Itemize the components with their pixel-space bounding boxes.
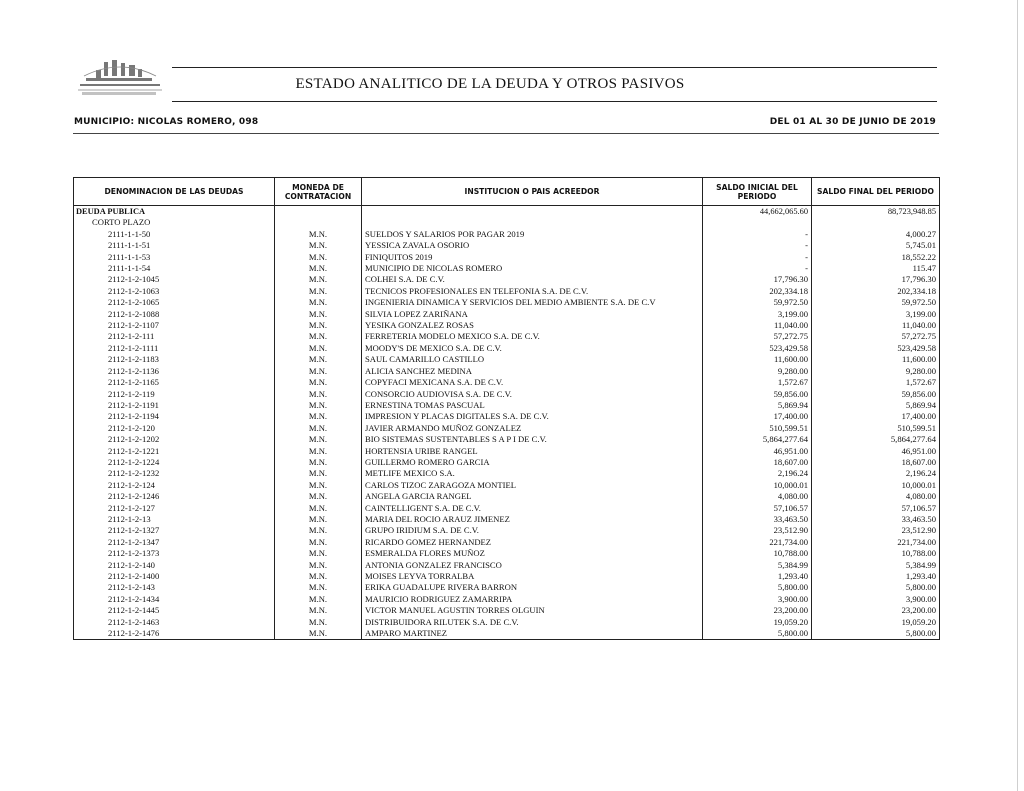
row-code: 2112-1-2-140 <box>74 560 275 571</box>
row-moneda: M.N. <box>275 309 362 320</box>
table-row <box>74 263 940 274</box>
row-saldo-inicial: 57,272.75 <box>703 331 812 342</box>
row-code: 2112-1-2-1183 <box>74 354 275 365</box>
row-institucion: MOODY'S DE MEXICO S.A. DE C.V. <box>362 343 703 354</box>
row-saldo-final: 5,745.01 <box>812 240 940 251</box>
row-institucion: RICARDO GOMEZ HERNANDEZ <box>362 537 703 548</box>
municipio-label: MUNICIPIO: NICOLAS ROMERO, 098 <box>74 117 259 127</box>
row-code: 2112-1-2-124 <box>74 480 275 491</box>
table-row <box>74 491 940 502</box>
row-code: 2112-1-2-1246 <box>74 491 275 502</box>
row-saldo-inicial: 57,106.57 <box>703 503 812 514</box>
table-row <box>74 446 940 457</box>
row-saldo-final: 4,080.00 <box>812 491 940 502</box>
row-moneda: M.N. <box>275 605 362 616</box>
row-code: 2112-1-2-1232 <box>74 468 275 479</box>
row-code: 2111-1-1-50 <box>74 229 275 240</box>
row-institucion: MUNICIPIO DE NICOLAS ROMERO <box>362 263 703 274</box>
row-code: 2112-1-2-1445 <box>74 605 275 616</box>
row-moneda: M.N. <box>275 252 362 263</box>
row-code: 2112-1-2-1045 <box>74 274 275 285</box>
row-institucion: DISTRIBUIDORA RILUTEK S.A. DE C.V. <box>362 617 703 628</box>
scan-edge <box>1017 0 1018 791</box>
table-row <box>74 389 940 400</box>
row-saldo-inicial: 5,864,277.64 <box>703 434 812 445</box>
row-moneda: M.N. <box>275 389 362 400</box>
row-saldo-final: 59,972.50 <box>812 297 940 308</box>
row-code: 2112-1-2-1476 <box>74 628 275 640</box>
table-row <box>74 480 940 491</box>
row-code: 2112-1-2-1347 <box>74 537 275 548</box>
table-row <box>74 514 940 525</box>
header-rule-bottom <box>172 101 937 102</box>
row-saldo-inicial: 9,280.00 <box>703 366 812 377</box>
row-institucion: SILVIA LOPEZ ZARIÑANA <box>362 309 703 320</box>
row-moneda: M.N. <box>275 560 362 571</box>
row-saldo-final: 3,900.00 <box>812 594 940 605</box>
row-institucion: YESIKA GONZALEZ ROSAS <box>362 320 703 331</box>
row-institucion: YESSICA ZAVALA OSORIO <box>362 240 703 251</box>
row-moneda: M.N. <box>275 514 362 525</box>
row-saldo-inicial: 59,856.00 <box>703 389 812 400</box>
row-saldo-final: 17,400.00 <box>812 411 940 422</box>
row-code: 2112-1-2-1221 <box>74 446 275 457</box>
row-saldo-inicial: 5,800.00 <box>703 582 812 593</box>
row-moneda: M.N. <box>275 525 362 536</box>
corto-plazo-label: CORTO PLAZO <box>74 217 275 228</box>
table-row <box>74 617 940 628</box>
row-saldo-final: 1,572.67 <box>812 377 940 388</box>
row-institucion: METLIFE MEXICO S.A. <box>362 468 703 479</box>
row-saldo-final: 10,000.01 <box>812 480 940 491</box>
row-institucion: COLHEI S.A. DE C.V. <box>362 274 703 285</box>
table-row <box>74 229 940 240</box>
header-institucion: INSTITUCION O PAIS ACREEDOR <box>362 178 703 206</box>
row-saldo-inicial: 17,400.00 <box>703 411 812 422</box>
row-moneda: M.N. <box>275 503 362 514</box>
table-row <box>74 297 940 308</box>
row-saldo-final: 510,599.51 <box>812 423 940 434</box>
row-institucion: MARIA DEL ROCIO ARAUZ JIMENEZ <box>362 514 703 525</box>
row-moneda: M.N. <box>275 297 362 308</box>
header-saldo-inicial: SALDO INICIAL DEL PERIODO <box>703 178 812 206</box>
row-saldo-inicial: 523,429.58 <box>703 343 812 354</box>
row-saldo-inicial: 11,040.00 <box>703 320 812 331</box>
row-moneda: M.N. <box>275 343 362 354</box>
table-row <box>74 400 940 411</box>
table-row <box>74 605 940 616</box>
row-saldo-inicial: 5,800.00 <box>703 628 812 640</box>
row-moneda: M.N. <box>275 354 362 365</box>
row-saldo-inicial: 11,600.00 <box>703 354 812 365</box>
row-code: 2111-1-1-51 <box>74 240 275 251</box>
row-moneda: M.N. <box>275 617 362 628</box>
row-saldo-final: 5,384.99 <box>812 560 940 571</box>
row-code: 2112-1-2-1373 <box>74 548 275 559</box>
row-moneda: M.N. <box>275 286 362 297</box>
table-row <box>74 252 940 263</box>
row-moneda: M.N. <box>275 434 362 445</box>
row-saldo-inicial: 510,599.51 <box>703 423 812 434</box>
table-row <box>74 320 940 331</box>
row-saldo-final: 11,600.00 <box>812 354 940 365</box>
row-saldo-inicial: 4,080.00 <box>703 491 812 502</box>
page-title: ESTADO ANALITICO DE LA DEUDA Y OTROS PASIVOS <box>295 76 685 92</box>
row-saldo-inicial: 1,572.67 <box>703 377 812 388</box>
row-saldo-inicial: 1,293.40 <box>703 571 812 582</box>
row-code: 2112-1-2-1107 <box>74 320 275 331</box>
header-denominacion: DENOMINACION DE LAS DEUDAS <box>74 178 275 206</box>
row-institucion: AMPARO MARTINEZ <box>362 628 703 640</box>
row-moneda: M.N. <box>275 468 362 479</box>
row-saldo-inicial: 5,384.99 <box>703 560 812 571</box>
municipal-seal-logo <box>74 60 166 100</box>
header-rule-top <box>172 67 937 68</box>
table-row <box>74 286 940 297</box>
row-saldo-final: 1,293.40 <box>812 571 940 582</box>
row-saldo-inicial: 17,796.30 <box>703 274 812 285</box>
row-moneda: M.N. <box>275 366 362 377</box>
row-saldo-inicial: 23,200.00 <box>703 605 812 616</box>
row-code: 2112-1-2-1224 <box>74 457 275 468</box>
row-institucion: MAURICIO RODRIGUEZ ZAMARRIPA <box>362 594 703 605</box>
table-row <box>74 594 940 605</box>
row-moneda: M.N. <box>275 229 362 240</box>
table-row <box>74 434 940 445</box>
row-moneda: M.N. <box>275 491 362 502</box>
row-saldo-inicial: 10,788.00 <box>703 548 812 559</box>
row-code: 2111-1-1-53 <box>74 252 275 263</box>
row-moneda: M.N. <box>275 571 362 582</box>
row-code: 2112-1-2-1088 <box>74 309 275 320</box>
row-saldo-final: 2,196.24 <box>812 468 940 479</box>
row-moneda: M.N. <box>275 423 362 434</box>
row-institucion: FINIQUITOS 2019 <box>362 252 703 263</box>
row-moneda: M.N. <box>275 263 362 274</box>
row-saldo-final: 5,800.00 <box>812 582 940 593</box>
row-saldo-final: 11,040.00 <box>812 320 940 331</box>
table-row <box>74 628 940 640</box>
table-row <box>74 240 940 251</box>
table-row <box>74 548 940 559</box>
row-institucion: ERIKA GUADALUPE RIVERA BARRON <box>362 582 703 593</box>
row-moneda: M.N. <box>275 628 362 640</box>
row-saldo-final: 57,272.75 <box>812 331 940 342</box>
row-institucion: TECNICOS PROFESIONALES EN TELEFONIA S.A. DE C.V. <box>362 286 703 297</box>
row-institucion: ERNESTINA TOMAS PASCUAL <box>362 400 703 411</box>
table-row <box>74 411 940 422</box>
row-saldo-inicial: 221,734.00 <box>703 537 812 548</box>
row-institucion: ALICIA SANCHEZ MEDINA <box>362 366 703 377</box>
table-row <box>74 354 940 365</box>
row-institucion: BIO SISTEMAS SUSTENTABLES S A P I DE C.V. <box>362 434 703 445</box>
row-moneda: M.N. <box>275 400 362 411</box>
table-row <box>74 343 940 354</box>
row-institucion: CAINTELLIGENT S.A. DE C.V. <box>362 503 703 514</box>
row-code: 2112-1-2-1136 <box>74 366 275 377</box>
table-row <box>74 331 940 342</box>
row-moneda: M.N. <box>275 240 362 251</box>
row-code: 2112-1-2-1111 <box>74 343 275 354</box>
row-code: 2112-1-2-1194 <box>74 411 275 422</box>
row-saldo-inicial: - <box>703 263 812 274</box>
row-code: 2112-1-2-120 <box>74 423 275 434</box>
row-saldo-inicial: 3,900.00 <box>703 594 812 605</box>
row-institucion: ESMERALDA FLORES MUÑOZ <box>362 548 703 559</box>
row-moneda: M.N. <box>275 457 362 468</box>
corto-plazo-row <box>74 217 940 228</box>
table-row <box>74 377 940 388</box>
row-saldo-final: 18,552.22 <box>812 252 940 263</box>
row-institucion: ANGELA GARCIA RANGEL <box>362 491 703 502</box>
row-institucion: FERRETERIA MODELO MEXICO S.A. DE C.V. <box>362 331 703 342</box>
row-saldo-final: 5,800.00 <box>812 628 940 640</box>
row-saldo-inicial: 3,199.00 <box>703 309 812 320</box>
row-saldo-final: 9,280.00 <box>812 366 940 377</box>
row-code: 2112-1-2-1191 <box>74 400 275 411</box>
row-moneda: M.N. <box>275 411 362 422</box>
row-saldo-final: 46,951.00 <box>812 446 940 457</box>
table-row <box>74 582 940 593</box>
row-institucion: CONSORCIO AUDIOVISA S.A. DE C.V. <box>362 389 703 400</box>
row-institucion: MOISES LEYVA TORRALBA <box>362 571 703 582</box>
row-saldo-inicial: 2,196.24 <box>703 468 812 479</box>
row-saldo-final: 23,200.00 <box>812 605 940 616</box>
row-institucion: ANTONIA GONZALEZ FRANCISCO <box>362 560 703 571</box>
row-saldo-inicial: 202,334.18 <box>703 286 812 297</box>
deuda-publica-saldo-inicial: 44,662,065.60 <box>703 206 812 218</box>
row-moneda: M.N. <box>275 320 362 331</box>
header-saldo-final: SALDO FINAL DEL PERIODO <box>812 178 940 206</box>
row-saldo-final: 18,607.00 <box>812 457 940 468</box>
row-saldo-inicial: 5,869.94 <box>703 400 812 411</box>
row-saldo-inicial: 59,972.50 <box>703 297 812 308</box>
row-code: 2112-1-2-13 <box>74 514 275 525</box>
table-row <box>74 503 940 514</box>
row-institucion: CARLOS TIZOC ZARAGOZA MONTIEL <box>362 480 703 491</box>
row-institucion: COPYFACI MEXICANA S.A. DE C.V. <box>362 377 703 388</box>
row-moneda: M.N. <box>275 331 362 342</box>
row-saldo-inicial: - <box>703 229 812 240</box>
row-saldo-final: 5,864,277.64 <box>812 434 940 445</box>
row-code: 2112-1-2-1434 <box>74 594 275 605</box>
table-row <box>74 571 940 582</box>
row-code: 2112-1-2-1065 <box>74 297 275 308</box>
table-row <box>74 309 940 320</box>
row-institucion: INGENIERIA DINAMICA Y SERVICIOS DEL MEDIO AMBIENTE S.A. DE C.V <box>362 297 703 308</box>
row-saldo-inicial: 46,951.00 <box>703 446 812 457</box>
row-code: 2112-1-2-1063 <box>74 286 275 297</box>
row-institucion: SAUL CAMARILLO CASTILLO <box>362 354 703 365</box>
row-institucion: VICTOR MANUEL AGUSTIN TORRES OLGUIN <box>362 605 703 616</box>
row-institucion: HORTENSIA URIBE RANGEL <box>362 446 703 457</box>
row-code: 2112-1-2-1400 <box>74 571 275 582</box>
row-saldo-final: 10,788.00 <box>812 548 940 559</box>
row-saldo-inicial: 19,059.20 <box>703 617 812 628</box>
deuda-publica-row <box>74 206 940 218</box>
header-moneda: MONEDA DE CONTRATACION <box>275 178 362 206</box>
row-moneda: M.N. <box>275 548 362 559</box>
deuda-publica-saldo-final: 88,723,948.85 <box>812 206 940 218</box>
table-row <box>74 525 940 536</box>
row-code: 2112-1-2-1463 <box>74 617 275 628</box>
debt-table <box>73 177 940 640</box>
meta-underline <box>73 133 939 134</box>
row-institucion: JAVIER ARMANDO MUÑOZ GONZALEZ <box>362 423 703 434</box>
row-code: 2112-1-2-1165 <box>74 377 275 388</box>
row-moneda: M.N. <box>275 480 362 491</box>
row-saldo-inicial: - <box>703 240 812 251</box>
row-institucion: GRUPO IRIDIUM S.A. DE C.V. <box>362 525 703 536</box>
row-moneda: M.N. <box>275 537 362 548</box>
row-code: 2111-1-1-54 <box>74 263 275 274</box>
table-row <box>74 274 940 285</box>
row-code: 2112-1-2-143 <box>74 582 275 593</box>
row-institucion: SUELDOS Y SALARIOS POR PAGAR 2019 <box>362 229 703 240</box>
row-saldo-inicial: 23,512.90 <box>703 525 812 536</box>
row-saldo-final: 202,334.18 <box>812 286 940 297</box>
row-moneda: M.N. <box>275 377 362 388</box>
table-row <box>74 423 940 434</box>
table-row <box>74 537 940 548</box>
period-label: DEL 01 AL 30 DE JUNIO DE 2019 <box>769 117 936 127</box>
row-institucion: GUILLERMO ROMERO GARCIA <box>362 457 703 468</box>
row-saldo-inicial: - <box>703 252 812 263</box>
row-code: 2112-1-2-127 <box>74 503 275 514</box>
table-header-row <box>74 178 940 206</box>
row-saldo-final: 5,869.94 <box>812 400 940 411</box>
row-saldo-final: 17,796.30 <box>812 274 940 285</box>
row-code: 2112-1-2-1327 <box>74 525 275 536</box>
row-saldo-final: 23,512.90 <box>812 525 940 536</box>
row-saldo-final: 57,106.57 <box>812 503 940 514</box>
row-saldo-inicial: 33,463.50 <box>703 514 812 525</box>
table-row <box>74 468 940 479</box>
row-moneda: M.N. <box>275 594 362 605</box>
table-row <box>74 366 940 377</box>
row-saldo-final: 33,463.50 <box>812 514 940 525</box>
row-moneda: M.N. <box>275 274 362 285</box>
row-code: 2112-1-2-1202 <box>74 434 275 445</box>
row-saldo-final: 4,000.27 <box>812 229 940 240</box>
row-moneda: M.N. <box>275 446 362 457</box>
row-saldo-final: 523,429.58 <box>812 343 940 354</box>
row-saldo-final: 3,199.00 <box>812 309 940 320</box>
row-institucion: IMPRESION Y PLACAS DIGITALES S.A. DE C.V. <box>362 411 703 422</box>
row-moneda: M.N. <box>275 582 362 593</box>
row-saldo-final: 221,734.00 <box>812 537 940 548</box>
row-saldo-final: 59,856.00 <box>812 389 940 400</box>
row-code: 2112-1-2-119 <box>74 389 275 400</box>
row-saldo-inicial: 10,000.01 <box>703 480 812 491</box>
row-code: 2112-1-2-111 <box>74 331 275 342</box>
deuda-publica-label: DEUDA PUBLICA <box>74 206 275 218</box>
table-row <box>74 560 940 571</box>
row-saldo-final: 115.47 <box>812 263 940 274</box>
table-row <box>74 457 940 468</box>
row-saldo-inicial: 18,607.00 <box>703 457 812 468</box>
row-saldo-final: 19,059.20 <box>812 617 940 628</box>
